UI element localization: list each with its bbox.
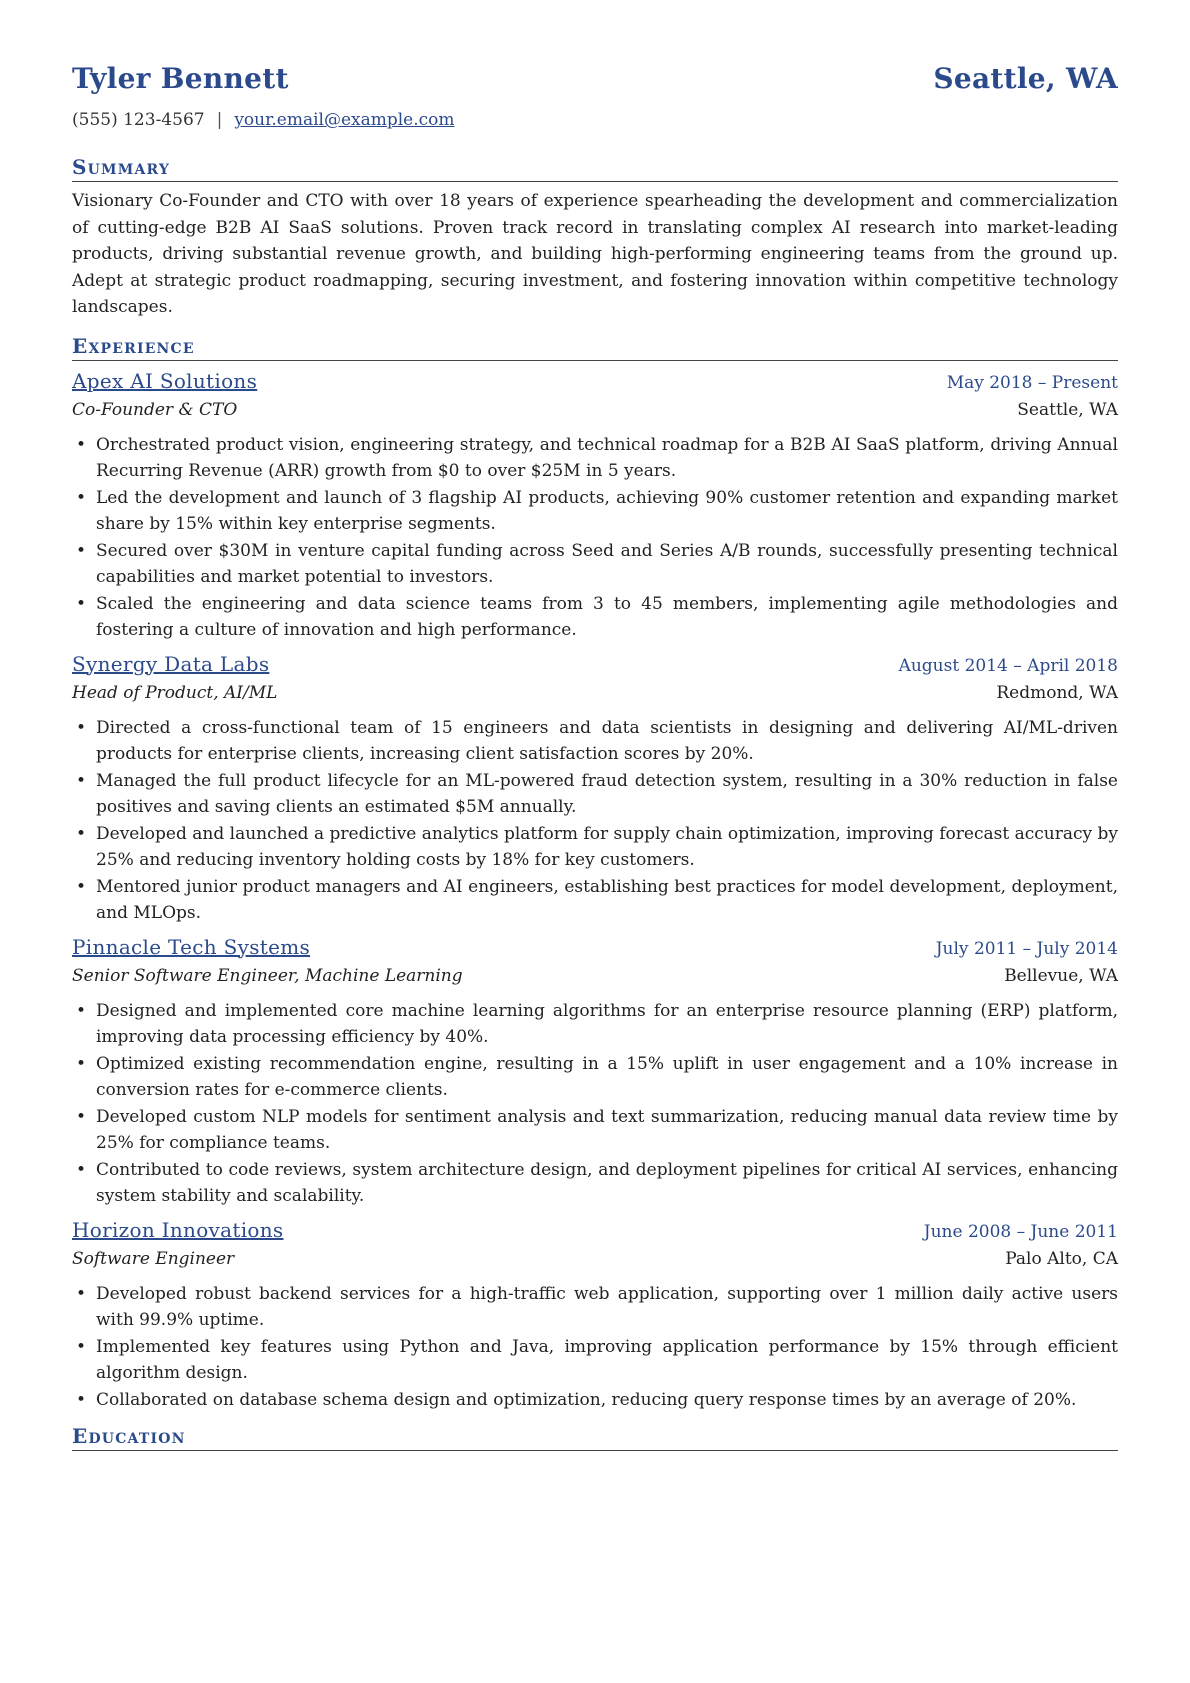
bullet-item: • Contributed to code reviews, system architecture design, and deployment pipelines for critical AI services, enhancing system stability and scalability. bbox=[96, 1157, 1118, 1210]
job-title: Co-Founder & CTO bbox=[72, 399, 238, 420]
experience-list bbox=[72, 367, 1118, 1414]
job-location: Palo Alto, CA bbox=[1005, 1248, 1118, 1269]
job-bullets bbox=[72, 1281, 1118, 1414]
bullet-item: • Developed robust backend services for a high-traffic web application, supporting over 1 million daily active users with 99.9% uptime. bbox=[96, 1281, 1118, 1334]
summary-heading: Summary bbox=[72, 154, 1118, 182]
job-bullets bbox=[72, 432, 1118, 644]
bullet-item: • Orchestrated product vision, engineering strategy, and technical roadmap for a B2B AI SaaS platform, driving Annual Recurring Revenue (ARR) growth from $0 to over $25M in 5 years. bbox=[96, 432, 1118, 485]
summary-text: Visionary Co-Founder and CTO with over 18 years of experience spearheading the development and commercialization of cutting-edge B2B AI SaaS solutions. Proven track record in translating complex AI research into market-leading products, driving substantial revenue growth, and building high-performing engineering teams from the ground up. Adept at strategic product roadmapping, securing investment, and fostering innovation within competitive technology landscapes. bbox=[72, 191, 1118, 317]
bullet-item: • Led the development and launch of 3 flagship AI products, achieving 90% customer retention and expanding market share by 15% within key enterprise segments. bbox=[96, 485, 1118, 538]
bullet-item: • Optimized existing recommendation engine, resulting in a 15% uplift in user engagement and a 10% increase in conversion rates for e-commerce clients. bbox=[96, 1051, 1118, 1104]
bullet-item: • Developed and launched a predictive analytics platform for supply chain optimization, improving forecast accuracy by 25% and reducing inventory holding costs by 18% for key customers. bbox=[96, 821, 1118, 874]
job-location: Redmond, WA bbox=[996, 682, 1118, 703]
job-dates: June 2008 – June 2011 bbox=[923, 1221, 1118, 1242]
bullet-item: • Scaled the engineering and data science teams from 3 to 45 members, implementing agile methodologies and fostering a culture of innovation and high performance. bbox=[96, 591, 1118, 644]
education-heading: Education bbox=[72, 1423, 1118, 1451]
job-role-row bbox=[72, 963, 1118, 990]
job-bullets bbox=[72, 998, 1118, 1210]
company-link[interactable]: Pinnacle Tech Systems bbox=[72, 934, 311, 959]
email-link[interactable]: your.email@example.com bbox=[234, 110, 455, 130]
job-dates: August 2014 – April 2018 bbox=[898, 655, 1118, 676]
job-title: Software Engineer bbox=[72, 1248, 235, 1269]
bullet-item: • Directed a cross-functional team of 15 engineers and data scientists in designing and delivering AI/ML-driven products for enterprise clients, increasing client satisfaction scores by 20%. bbox=[96, 715, 1118, 768]
job-header-row bbox=[72, 933, 1118, 963]
experience-entry bbox=[72, 650, 1118, 927]
experience-heading: Experience bbox=[72, 333, 1118, 361]
job-header-row bbox=[72, 367, 1118, 397]
experience-entry bbox=[72, 367, 1118, 644]
experience-entry bbox=[72, 1216, 1118, 1414]
bullet-item: • Collaborated on database schema design and optimization, reducing query response times by an average of 20%. bbox=[96, 1387, 1118, 1414]
bullet-item: • Designed and implemented core machine learning algorithms for an enterprise resource planning (ERP) platform, improving data processing efficiency by 40%. bbox=[96, 998, 1118, 1051]
experience-entry bbox=[72, 933, 1118, 1210]
bullet-item: • Developed custom NLP models for sentiment analysis and text summarization, reducing manual data review time by 25% for compliance teams. bbox=[96, 1104, 1118, 1157]
company-link[interactable]: Horizon Innovations bbox=[72, 1217, 284, 1242]
company-link[interactable]: Synergy Data Labs bbox=[72, 651, 270, 676]
candidate-name: Tyler Bennett bbox=[72, 62, 289, 95]
job-bullets bbox=[72, 715, 1118, 927]
contact-separator: | bbox=[216, 110, 223, 130]
bullet-item: • Secured over $30M in venture capital funding across Seed and Series A/B rounds, successfully presenting technical capabilities and market potential to investors. bbox=[96, 538, 1118, 591]
job-dates: July 2011 – July 2014 bbox=[935, 938, 1118, 959]
contact-info bbox=[72, 110, 1118, 138]
job-header-row bbox=[72, 650, 1118, 680]
resume-header bbox=[72, 62, 1118, 106]
job-role-row bbox=[72, 680, 1118, 707]
job-role-row bbox=[72, 397, 1118, 424]
job-role-row bbox=[72, 1246, 1118, 1273]
bullet-item: • Mentored junior product managers and AI engineers, establishing best practices for model development, deployment, and MLOps. bbox=[96, 874, 1118, 927]
company-link[interactable]: Apex AI Solutions bbox=[72, 368, 258, 393]
candidate-location: Seattle, WA bbox=[933, 62, 1118, 95]
job-title: Head of Product, AI/ML bbox=[72, 682, 278, 703]
job-location: Seattle, WA bbox=[1017, 399, 1118, 420]
job-header-row bbox=[72, 1216, 1118, 1246]
bullet-item: • Implemented key features using Python and Java, improving application performance by 15% through efficient algorithm design. bbox=[96, 1334, 1118, 1387]
job-title: Senior Software Engineer, Machine Learning bbox=[72, 965, 463, 986]
job-location: Bellevue, WA bbox=[1004, 965, 1118, 986]
bullet-item: • Managed the full product lifecycle for an ML-powered fraud detection system, resulting in a 30% reduction in false positives and saving clients an estimated $5M annually. bbox=[96, 768, 1118, 821]
phone-number: (555) 123-4567 bbox=[72, 110, 205, 130]
job-dates: May 2018 – Present bbox=[946, 372, 1118, 393]
